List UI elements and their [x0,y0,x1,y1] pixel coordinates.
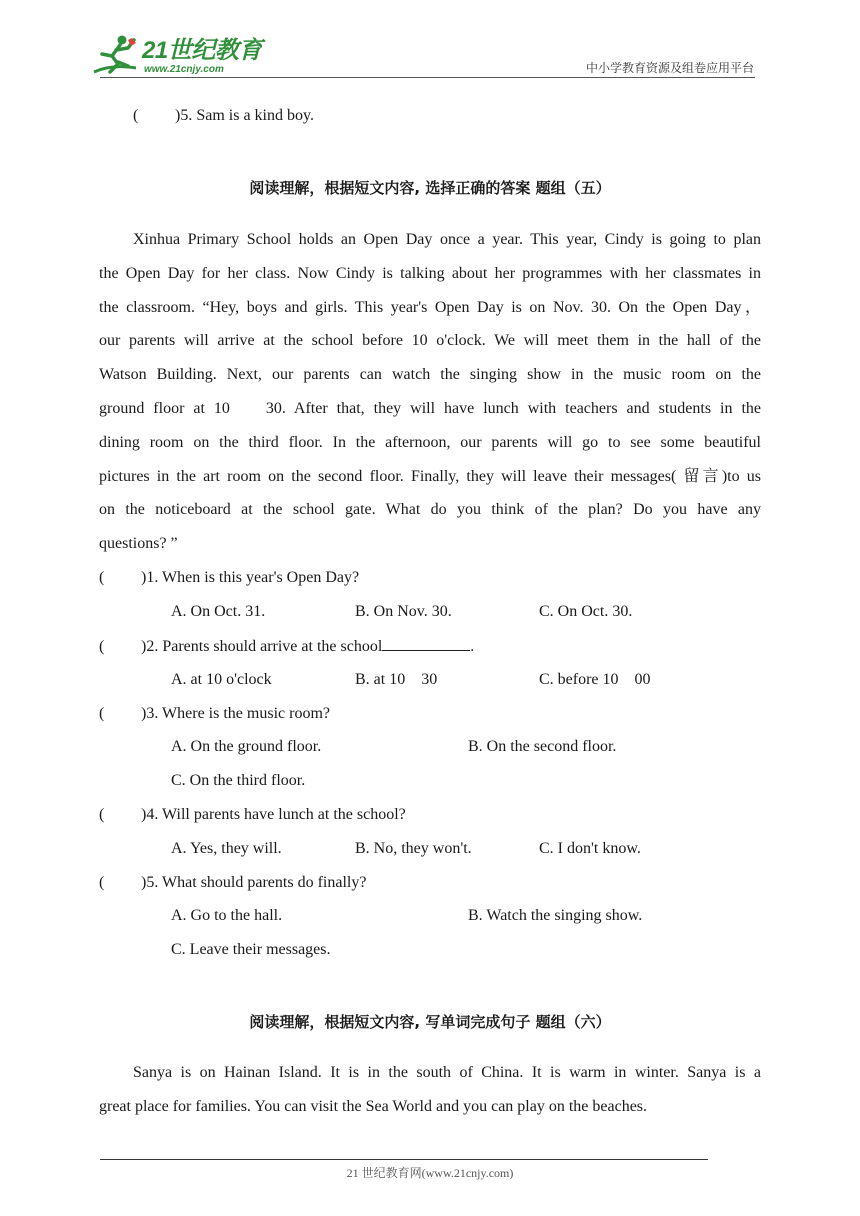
header-platform-text: 中小学教育资源及组卷应用平台 [585,61,754,75]
question-text: )5. Sam is a kind boy. [175,107,314,124]
option-c[interactable]: C. On the third floor. [171,772,306,789]
passage-line: great place for families. You can visit the Sea World and you can play on the beaches. [99,1098,648,1115]
answer-paren[interactable]: ( [99,874,105,891]
option-b[interactable]: B. On Nov. 30. [355,603,452,620]
footer-text: 21 世纪教育网(www.21cnjy.com) [346,1166,514,1180]
logo-brand-text: 21世纪教育 [142,37,262,64]
header-divider [100,77,755,78]
question-text: )3. Where is the music room? [141,705,330,722]
footer-divider [100,1159,708,1160]
question-item [99,873,366,893]
passage-line: pictures in the art room on the second floor. Finally, they will leave their messages( 留言)to us [99,468,761,485]
answer-paren[interactable]: ( [99,569,105,586]
option-a[interactable]: A. Go to the hall. [171,907,283,924]
section-heading: 阅读理解，根据短文内容, 写单词完成句子 题组（六） [249,1013,611,1031]
option-a[interactable]: A. Yes, they will. [171,840,282,857]
option-a[interactable]: A. On Oct. 31. [171,603,266,620]
option-b[interactable]: B. No, they won't. [355,840,472,857]
fill-blank[interactable] [382,636,470,651]
answer-paren[interactable]: ( [99,638,105,655]
answer-paren[interactable]: ( [133,107,139,124]
passage-line: on the noticeboard at the school gate. What do you think of the plan? Do you have any [99,501,761,518]
passage-line: dining room on the third floor. In the afternoon, our parents will go to see some beautiful [99,434,761,451]
question-text: )1. When is this year's Open Day? [141,569,360,586]
question-tail: . [470,638,475,655]
passage-line: the classroom. “Hey, boys and girls. This year's Open Day is on Nov. 30. On the Open Day， [99,299,761,316]
question-text: )4. Will parents have lunch at the school? [141,806,406,823]
passage-line: Sanya is on Hainan Island. It is in the south of China. It is warm in winter. Sanya is a [133,1064,761,1081]
passage-line: Watson Building. Next, our parents can watch the singing show in the music room on the [99,366,761,383]
logo-url-text: www.21cnjy.com [144,64,224,75]
site-logo [92,34,262,80]
option-a[interactable]: A. On the ground floor. [171,738,322,755]
question-item [99,704,330,724]
option-c[interactable]: C. Leave their messages. [171,941,331,958]
option-c[interactable]: C. I don't know. [539,840,641,857]
option-a[interactable]: A. at 10 o'clock [171,671,272,688]
answer-paren[interactable]: ( [99,705,105,722]
passage-line: ground floor at 10 30. After that, they will have lunch with teachers and students in the [99,400,761,417]
passage-line: questions? ” [99,535,178,552]
option-c[interactable]: C. On Oct. 30. [539,603,633,620]
answer-paren[interactable]: ( [99,806,105,823]
question-item [133,106,314,126]
option-b[interactable]: B. On the second floor. [468,738,617,755]
passage-line: our parents will arrive at the school before 10 o'clock. We will meet them in the hall of the [99,332,761,349]
passage-line: Xinhua Primary School holds an Open Day once a year. This year, Cindy is going to plan [133,231,761,248]
question-item [99,636,474,657]
passage-line: the Open Day for her class. Now Cindy is talking about her programmes with her classmates in [99,265,761,282]
option-c[interactable]: C. before 10 00 [539,671,651,688]
question-item [99,568,359,588]
question-item [99,805,406,825]
option-b[interactable]: B. at 10 30 [355,671,438,688]
question-text: )5. What should parents do finally? [141,874,367,891]
section-heading: 阅读理解，根据短文内容, 选择正确的答案 题组（五） [249,179,611,197]
option-b[interactable]: B. Watch the singing show. [468,907,643,924]
running-figure-icon [92,34,144,78]
question-text: )2. Parents should arrive at the school [141,638,383,655]
